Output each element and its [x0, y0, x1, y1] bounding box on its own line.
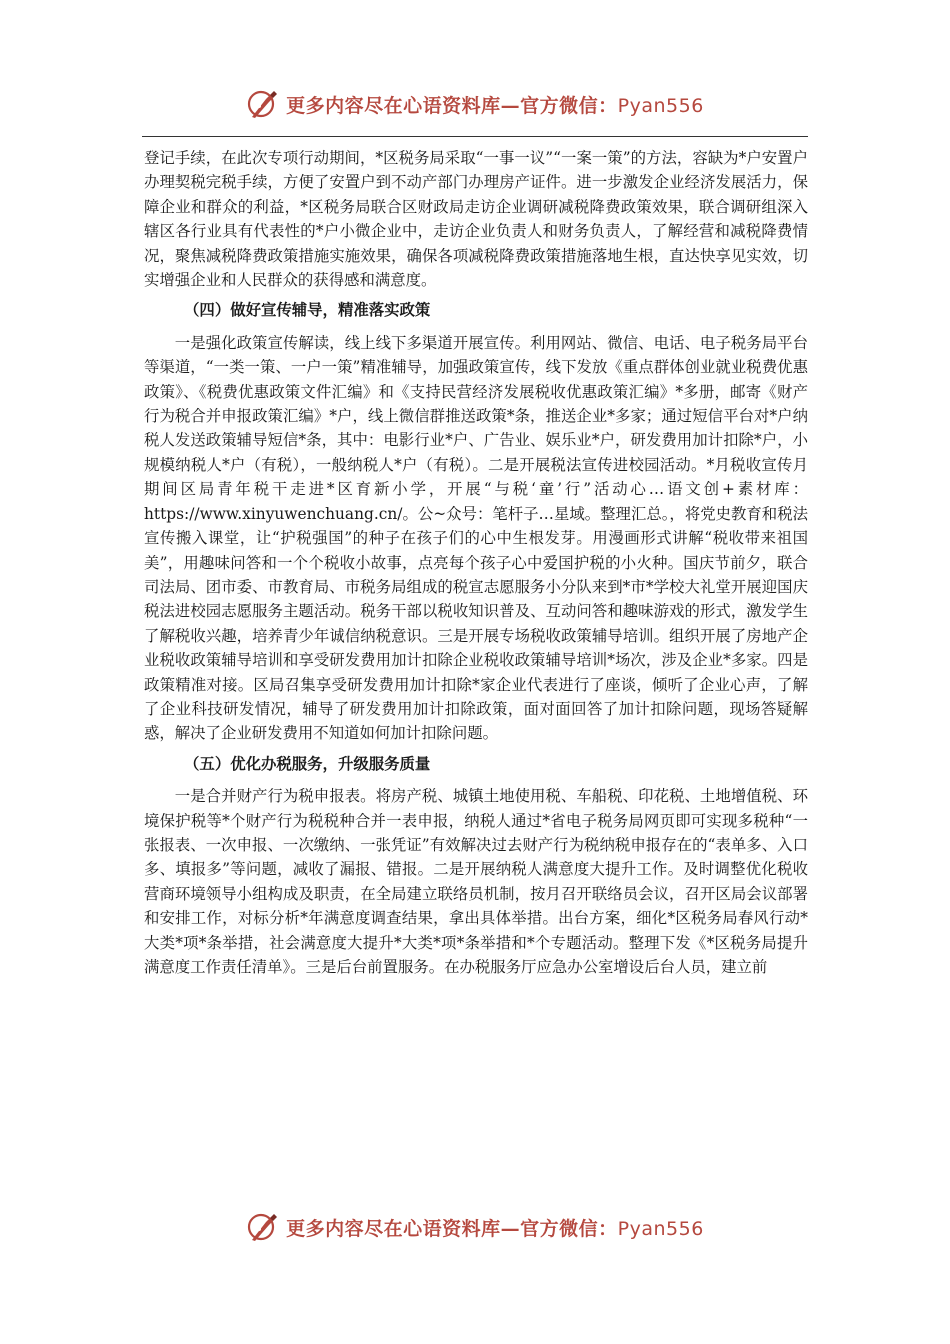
banner-main-text: 更多内容尽在心语资料库—官方微信：	[286, 1217, 618, 1240]
document-body	[144, 146, 808, 979]
banner-main-text: 更多内容尽在心语资料库—官方微信：	[286, 94, 618, 117]
header-rule	[142, 136, 808, 137]
paragraph-2: 一是强化政策宣传解读，线上线下多渠道开展宣传。利用网站、微信、电话、电子税务局平台等渠道，“一类一策、一户一策”精准辅导，加强政策宣传，线下发放《重点群体创业就业税费优惠政策》、《税费优惠政策文件汇编》和《支持民营经济发展税收优惠政策汇编》*多册，邮寄《财产行为税合并申报政策汇编》*户，线上微信群推送政策*条，推送企业*多家；通过短信平台对*户纳税人发送政策辅导短信*条，其中：电影行业*户、广告业、娱乐业*户，研发费用加计扣除*户，小规模纳税人*户（有税），一般纳税人*户（有税）。二是开展税法宣传进校园活动。*月税收宣传月期间区局青年税干走进*区育新小学，开展“与税‘童’行”活动心…语文创+素材库：https://www.xinyuwenchuang.cn/。公~众号：笔杆子…星域。整理汇总。，将党史教育和税法宣传搬入课堂，让“护税强国”的种子在孩子们的心中生根发芽。用漫画形式讲解“税收带来祖国美”，用趣味问答和一个个税收小故事，点亮每个孩子心中爱国护税的小火种。国庆节前夕，联合司法局、团市委、市教育局、市税务局组成的税宣志愿服务小分队来到*市*学校大礼堂开展迎国庆税法进校园志愿服务主题活动。税务干部以税收知识普及、互动问答和趣味游戏的形式，激发学生了解税收兴趣，培养青少年诚信纳税意识。三是开展专场税收政策辅导培训。组织开展了房地产企业税收政策辅导培训和享受研发费用加计扣除企业税收政策辅导培训*场次，涉及企业*多家。四是政策精准对接。区局召集享受研发费用加计扣除*家企业代表进行了座谈，倾听了企业心声，了解了企业科技研发情况，辅导了研发费用加计扣除政策，面对面回答了加计扣除问题，现场答疑解惑，解决了企业研发费用不知道如何加计扣除问题。	[144, 333, 808, 743]
pen-logo-icon	[246, 1210, 280, 1244]
banner-text	[286, 91, 704, 118]
paragraph-1: 登记手续，在此次专项行动期间，*区税务局采取“一事一议”“一案一策”的方法，容缺为*户安置户办理契税完税手续，方便了安置户到不动产部门办理房产证件。进一步激发企业经济发展活力，保障企业和群众的利益，*区税务局联合区财政局走访企业调研减税降费政策效果，联合调研组深入辖区各行业具有代表性的*户小微企业中，走访企业负责人和财务负责人，了解经营和减税降费情况，聚焦减税降费政策措施实施效果，确保各项减税降费政策措施落地生根，直达快享见实效，切实增强企业和人民群众的获得感和满意度。	[144, 149, 808, 290]
header-banner	[0, 84, 950, 124]
banner-wechat-id: Pyan556	[617, 1217, 704, 1240]
footer-banner	[0, 1207, 950, 1247]
section-heading-4: （四）做好宣传辅导，精准落实政策	[184, 301, 431, 320]
section-heading-5: （五）优化办税服务，升级服务质量	[184, 754, 431, 773]
paragraph-3: 一是合并财产行为税申报表。将房产税、城镇土地使用税、车船税、印花税、土地增值税、环境保护税等*个财产行为税税种合并一表申报，纳税人通过*省电子税务局网页即可实现多税种“一张报表、一次申报、一次缴纳、一张凭证”有效解决过去财产行为税纳税申报存在的“表单多、入口多、填报多”等问题，减收了漏报、错报。二是开展纳税人满意度大提升工作。及时调整优化税收营商环境领导小组构成及职责，在全局建立联络员机制，按月召开联络员会议，召开区局会议部署和安排工作，对标分析*年满意度调查结果，拿出具体举措。出台方案，细化*区税务局春风行动*大类*项*条举措，社会满意度大提升*大类*项*条举措和*个专题活动。整理下发《*区税务局提升满意度工作责任清单》。三是后台前置服务。在办税服务厅应急办公室增设后台人员，建立前	[144, 787, 808, 976]
banner-wechat-id: Pyan556	[617, 94, 704, 117]
pen-logo-icon	[246, 87, 280, 121]
banner-text	[286, 1214, 704, 1241]
